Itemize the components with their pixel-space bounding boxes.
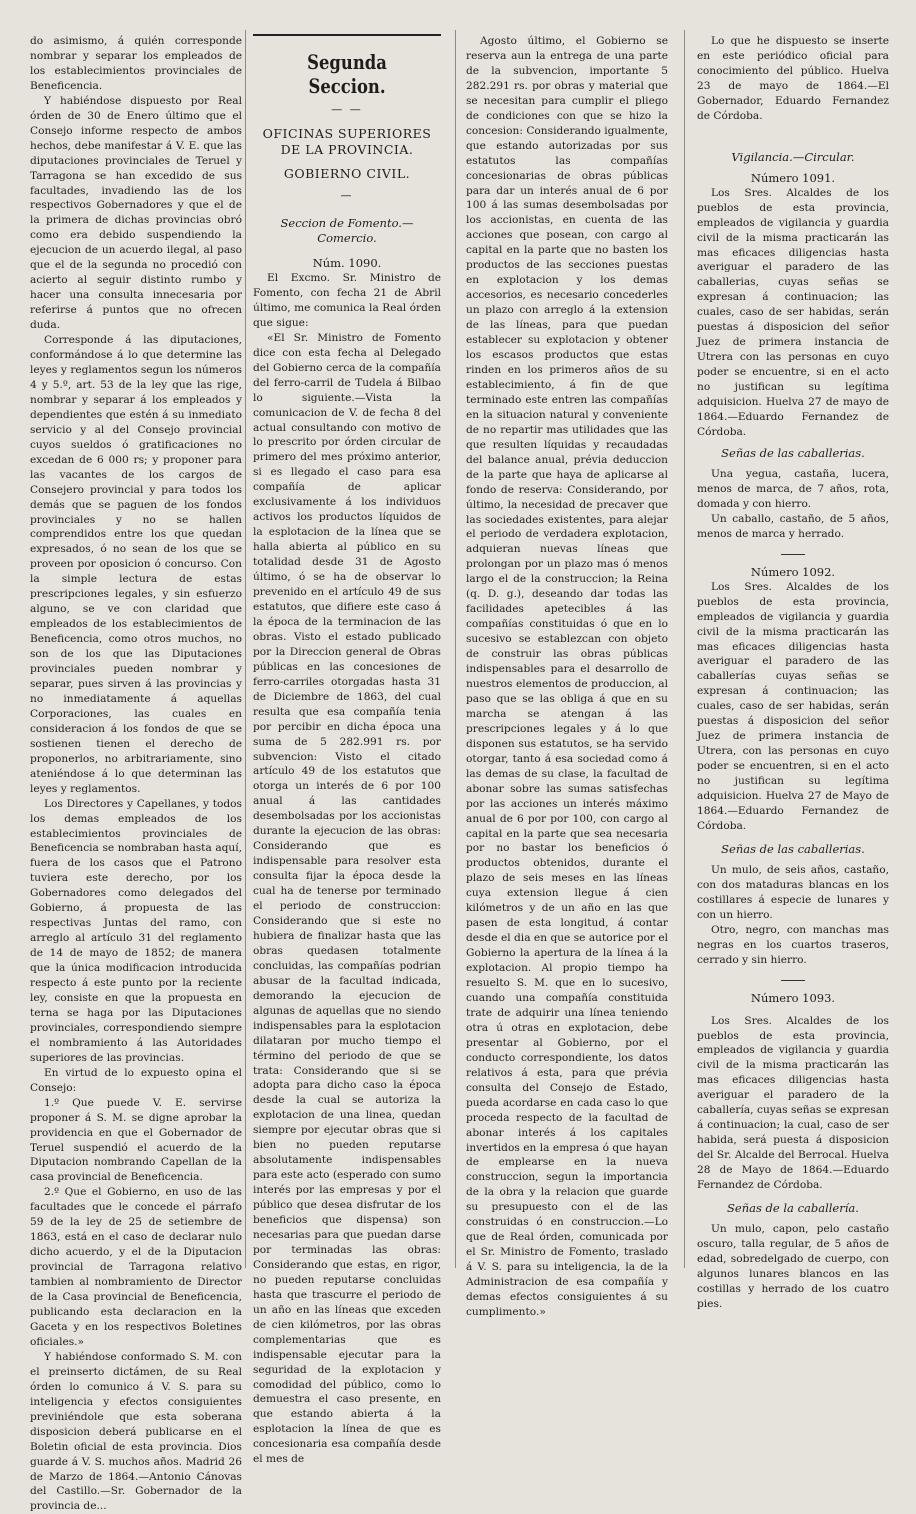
section-heading: Señas de las caballerias. [721, 841, 865, 856]
divider: — [340, 189, 354, 202]
column-3 [466, 34, 668, 1319]
paragraph: Y habiéndose conformado S. M. con el preinserto dictámen, de su Real órden lo comunico á V. S. para su inteligencia y efectos consiguientes previniéndole que esta soberana disposicion deberá publicarse en el Boletin oficial de esta provincia. Dios guarde á V. S. muchos años. Madrid 26 de Marzo de 1864.—Antonio Cánovas del Castillo.—Sr. Gobernador de la provincia de... [30, 1350, 242, 1513]
column-4 [697, 34, 889, 1310]
paragraph: Corresponde á las diputaciones, conformándose á lo que determine las leyes y reglamentos segun los números 4 y 5.º, art. 53 de la ley que las rige, nombrar y separar á los empleados y dependientes que estén á su inmediato servicio y al del Consejo provincial cuyos sueldos ó gratificaciones no excedan de 6 000 rs; y proponer para las vacantes de los cargos de Consejero provincial y para todos los demás que se paguen de los fondos provinciales y no se hallen comprendidos entre los que quedan expresados, ó no sean de los que se proveen por oposicion ó concurso. Con la simple lectura de estas prescripciones legales, y sin esfuerzo alguno, se ve con claridad que empleados de los establecimientos de Beneficencia, como otros muchos, no son de los que las Diputaciones provinciales pueden nombrar y separar, pues sirven á las provincias y no inmediatamente á aquellas Corporaciones, las cuales en consideracion á los fondos de que se sostienen tienen el derecho de proponerlos, no arbitrariamente, sino ateniéndose á lo que determinan las leyes y reglamentos. [30, 334, 242, 795]
paragraph: Una yegua, castaña, lucera, menos de marca, de 7 años, rota, domada y con hierro. [697, 467, 889, 510]
section-heading: Vigilancia.—Circular. [731, 149, 855, 164]
notice-number: Número 1091. [750, 170, 836, 185]
paragraph: Agosto último, el Gobierno se reserva aun la entrega de una parte de la subvencion, importante 5 282.291 rs. por obras y material que se necesitan para cumplir el pliego de condiciones con que se hizo la concesion: Considerando igualmente, que estando autorizadas por sus estatutos las compañías concesionarias de obras públicas para dar un interés anual de 6 por 100 á las sumas desembolsadas por los accionistas, en cuenta de las acciones que posean, con cargo al capital en la parte que no basten los productos de las secciones puestas en explotacion y los demas accesorios, es necesario concederles un plazo con arreglo á la extension de las líneas, para que puedan establecer su explotacion y obtener los escasos productos que estas rinden en los primeros años de su establecimiento, á fin de que terminado este entren las compañías en la situacion natural y conveniente de no repartir mas utilidades que las que resulten líquidas y recaudadas del balance anual, prévia deduccion de la parte que haya de aplicarse al fondo de reserva: Considerando, por último, la necesidad de precaver que las sociedades existentes, para alejar el periodo de verdadera explotacion, adquieran nuevas líneas que prolongan por un plazo mas ó menos largo el de la construccion; la Reina (q. D. g.), deseando dar todas las facilidades apetecibles á las compañías constituidas ó que en lo sucesivo se establezcan con objeto de construir las obras públicas indispensables para el desarrollo de nuestros elementos de produccion, al paso que se las obliga á que en su marcha se atengan á las prescripciones legales y á lo que disponen sus estatutos, se ha servido otorgar, tanto á esa sociedad como á las demas de su clase, la facultad de abonar sobre las sumas satisfechas por las acciones un interés máximo anual de 6 por por 100, con cargo al capital en la parte que sea necesaria por no bastar los beneficios ó productos obtenidos, durante el plazo de seis meses en las líneas cuya extension llegue á cien kilómetros y de un año en las que pasen de esta longitud, á contar desde el dia en que se autorice por el Gobierno la apertura de la línea á la explotacion. Al propio tiempo ha resuelto S. M. que en lo sucesivo, cuando una compañía constituida trate de adquirir una línea teniendo otra ú otras en explotacion, debe presentar al Gobierno, por el conducto correspondiente, los datos relativos á esta, para que prévia consulta del Consejo de Estado, pueda acordarse en cada caso lo que proceda respecto de la facultad de abonar interés á los capitales invertidos en la empresa ó que hayan de emplearse en la nueva construccion, segun la importancia de la obra y la relacion que guarde su presupuesto con el de las construidas ó en construccion.—Lo que de Real órden, comunicada por el Sr. Ministro de Fomento, traslado á V. S. para su inteligencia, la de la Administracion de esa compañía y demas efectos consiguientes á su cumplimento.» [466, 35, 668, 1319]
column-rule [684, 30, 685, 1268]
paragraph: 2.º Que el Gobierno, en uso de las facultades que le concede el párrafo 59 de la ley de 25 de setiembre de 1863, está en el caso de declarar nulo dicho acuerdo, y el de la Diputacion provincial de Tarragona relativo tambien al nombramiento de Director de la Casa provincial de Beneficencia, publicando esta declaracion en la Gaceta y en los respectivos Boletines oficiales.» [30, 1186, 242, 1348]
paragraph: Los Sres. Alcaldes de los pueblos de esta provincia, empleados de vigilancia y guardia civil de la misma practicarán las mas eficaces diligencias hasta averiguar el paradero de la caballería, cuyas señas se expresan á continuacion; la cual, caso de ser habida, será puesta á disposicion del Sr. Alcalde del Berrocal. Huelva 28 de Mayo de 1864.—Eduardo Fernandez de Córdoba. [697, 1014, 889, 1192]
subsection-heading: Seccion de Fomento.—Comercio. [280, 216, 414, 245]
paragraph: El Excmo. Sr. Ministro de Fomento, con fecha 21 de Abril último, me comunica la Real órden que sigue: [253, 272, 441, 329]
government-heading: GOBIERNO CIVIL. [283, 166, 411, 181]
paragraph: do asimismo, á quién corresponde nombrar y separar los empleados de los establecimientos provinciales de Beneficencia. [30, 35, 242, 92]
paragraph: Un mulo, de seis años, castaño, con dos mataduras blancas en los costillares á especie de lunares y con un hierro. [697, 863, 889, 921]
column-rule [245, 30, 246, 1268]
paragraph: Un mulo, capon, pelo castaño oscuro, talla regular, de 5 años de edad, sobredelgado de cuerpo, con algunos lunares blancos en las costillas y herrado de los cuatro pies. [697, 1223, 889, 1310]
column-1 [30, 34, 242, 1513]
paragraph: Los Sres. Alcaldes de los pueblos de esta provincia, empleados de vigilancia y guardia civil de la misma practicarán las mas eficaces diligencias hasta averiguar el paradero de las caballerías cuyas señas se expresan á continuacion; las cuales, caso de ser habidas, serán puestas á disposicion del señor Juez de primera instancia de Utrera, con las personas en cuyo poder se encuentren, si en el acto no justifican su legítima adquisicion. Huelva 27 de Mayo de 1864.—Eduardo Fernandez de Córdoba. [697, 580, 889, 832]
heading-rule [253, 34, 441, 36]
office-heading: OFICINAS SUPERIORES DE LA PROVINCIA. [262, 126, 432, 157]
section-heading: Señas de las caballerias. [721, 445, 865, 460]
paragraph: Lo que he dispuesto se inserte en este periódico oficial para conocimiento del público. Huelva 23 de mayo de 1864.—El Gobernador, Eduardo Fernandez de Córdoba. [697, 35, 889, 122]
paragraph: Y habiéndose dispuesto por Real órden de 30 de Enero último que el Consejo informe respecto de ambos hechos, debe manifestar á V. E. que las diputaciones provinciales de Teruel y Tarragona se han excedido de sus facultades, invadiendo las de los respectivos Gobernadores y que el de la primera de dichas provincias obró como era debido suspendiendo la ejecucion de un acuerdo ilegal, al paso que el de la segunda no procedió con acierto al seguir distinto rumbo y hacer una consulta innecesaria por referirse á puntos que no ofrecen duda. [30, 94, 242, 332]
notice-number: Número 1093. [750, 990, 836, 1005]
paragraph: Otro, negro, con manchas mas negras en los cuartos traseros, cerrado y sin hierro. [697, 923, 889, 966]
section-title: Segunda Seccion. [307, 50, 387, 98]
notice-number: Número 1092. [750, 564, 836, 579]
paragraph: 1.º Que puede V. E. servirse proponer á S. M. se digne aprobar la providencia en que el Gobernador de Teruel suspendió el acuerdo de la Diputacion nombrando Capellan de la casa provincial de Beneficencia. [30, 1096, 242, 1184]
divider [781, 980, 805, 981]
paragraph: Los Sres. Alcaldes de los pueblos de esta provincia, empleados de vigilancia y guardia civil de la misma practicarán las mas eficaces diligencias hasta averiguar el paradero de las caballerias, cuyas señas se expresan á continuacion; las cuales, caso de ser habidas, serán puestas á disposicion del señor Juez de primera instancia de Utrera con las personas en cuyo poder se encuentre, si en el acto no justifican su legítima adquisicion. Huelva 27 de mayo de 1864.—Eduardo Fernandez de Córdoba. [697, 186, 889, 438]
paragraph: Los Directores y Capellanes, y todos los demas empleados de los establecimientos provinciales de Beneficencia se nombraban hasta aquí, fuera de los casos que el Patrono tuviera este derecho, por los Gobernadores como delegados del Gobierno, á propuesta de las respectivas Juntas del ramo, con arreglo al artículo 31 del reglamento de 14 de mayo de 1852; de manera que la única modificacion introducida respecto á este punto por la reciente ley, consiste en que la propuesta en terna se haga por las Diputaciones provinciales, correspondiendo siempre el nombramiento á las Autoridades superiores de las provincias. [30, 797, 242, 1064]
section-heading: Señas de la caballería. [727, 1201, 859, 1215]
column-rule [455, 30, 456, 1268]
paragraph: En virtud de lo expuesto opina el Consejo: [30, 1066, 242, 1094]
column-2 [253, 32, 441, 1466]
notice-number: Núm. 1090. [312, 256, 382, 270]
divider: — — [331, 103, 363, 116]
paragraph: «El Sr. Ministro de Fomento dice con esta fecha al Delegado del Gobierno cerca de la compañía del ferro-carril de Tudela á Bilbao lo siguiente.—Vista la comunicacion de V. de fecha 8 del actual consultando con motivo de lo prescrito por órden circular de primero del mes próximo anterior, si es llegado el caso para esa compañía de aplicar exclusivamente á los individuos activos los productos líquidos de la esplotacion de la línea que se halla abierta al público en su totalidad desde 31 de Agosto último, ó se ha de observar lo prevenido en el artículo 49 de sus estatutos, que difiere este caso á la época de la terminacion de las obras. Visto el estado publicado por la Direccion general de Obras públicas en las concesiones de ferro-carriles otorgadas hasta 31 de Diciembre de 1863, del cual resulta que esa compañía tenia por percibir en dicha época una suma de 5 282.991 rs. por subvencion: Visto el citado artículo 49 de los estatutos que otorga un interés de 6 por 100 anual á las cantidades desembolsadas por los accionistas durante la ejecucion de las obras: Considerando que es indispensable para resolver esta consulta fijar la época desde la cual ha de tenerse por terminado el periodo de construccion: Considerando que si este no hubiera de finalizar hasta que las obras quedasen totalmente concluidas, las compañías podrian abusar de la facultad indicada, demorando la ejecucion de algunas de aquellas que no siendo indispensables para la esplotacion dilataran por mucho tiempo el término del periodo de que se trata: Considerando que si se adopta para dicho caso la época desde la cual se autoriza la explotacion de una linea, quedan siempre por ejecutar obras que si bien no pueden reputarse absolutamente indispensables para este acto (esperado con sumo interés por las empresas y por el público que desea disfrutar de los beneficios que dispensa) son necesarias para que puedan darse por terminadas las obras: Considerando que estas, en rigor, no pueden reputarse concluidas hasta que trascurre el periodo de un año en las líneas que exceden de cien kilómetros, por las obras complementarias que es indispensable ejecutar para la seguridad de la explotacion y comodidad del público, como lo demuestra el caso presente, en que estando abierta á la esplotacion la línea de que es concesionaria esa compañía desde el mes de [253, 331, 441, 1466]
paragraph: Un caballo, castaño, de 5 años, menos de marca y herrado. [697, 512, 889, 540]
divider [781, 554, 805, 555]
